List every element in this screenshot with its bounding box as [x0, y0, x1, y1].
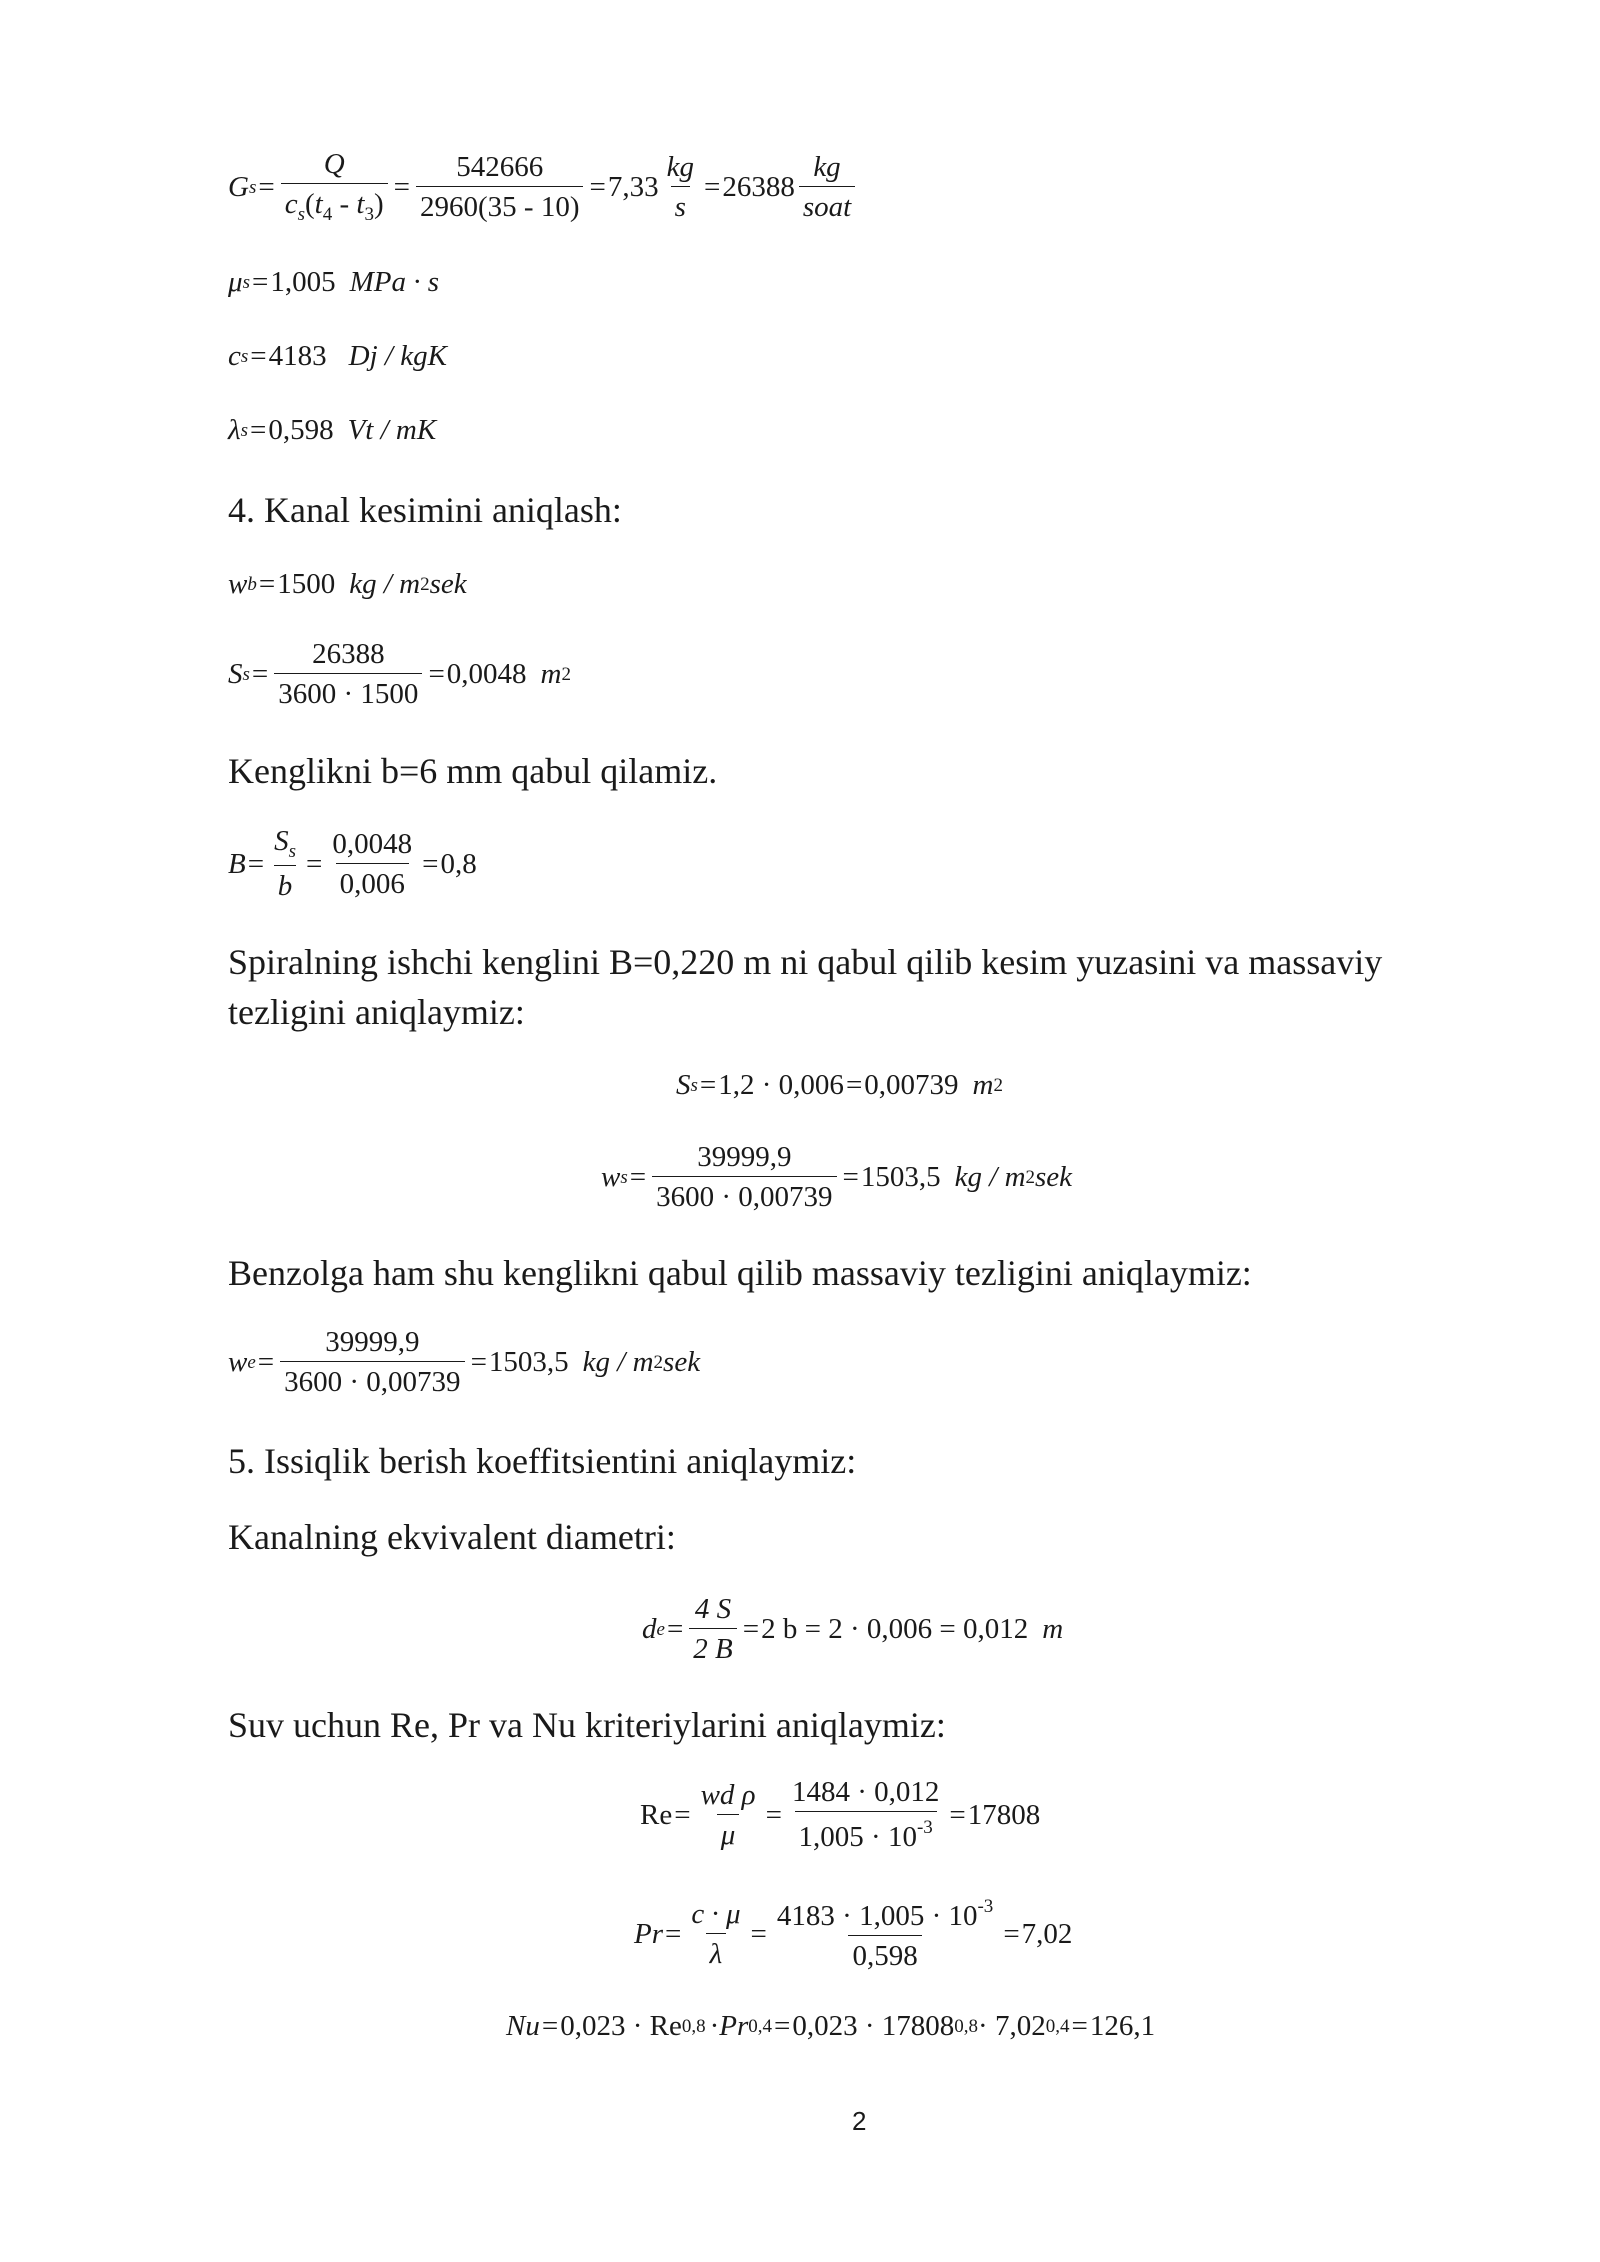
formula-mu: μ s = 1,005 MPa · s	[228, 266, 439, 298]
formula-pr: Pr = $\frac{c \cdot \mu}{\lambda}$ = $\frac{4183 \cdot 1,005 \cdot 10^{-3}}{0,598}$ = 7,02	[634, 1896, 1073, 1972]
paragraph-kanal: Kanalning ekvivalent diametri:	[228, 1517, 676, 1557]
gs-value-2: 26388	[722, 170, 795, 203]
formula-ws: w s = $\frac{39999,9}{3600 \cdot 0,00739}$ = 1503,5 kg / m 2 sek	[601, 1141, 1073, 1213]
formula-wb: w b = 1500 kg / m 2 sek	[228, 568, 467, 600]
formula-b: B = $\frac{S_s}{b}$ = $\frac{0,0048}{0,006}$ = 0,8	[228, 825, 477, 902]
section-heading-5: 5. Issiqlik berish koeffitsientini aniqlaymiz:	[228, 1441, 857, 1481]
section-heading-4: 4. Kanal kesimini aniqlash:	[228, 490, 622, 530]
gs-fraction-2: $\frac{542666}{2960(35 - 10)}$	[416, 153, 583, 222]
formula-de: d e = $\frac{4 S}{2 B}$ = 2 b = 2 · 0,006 = 0,012 m	[642, 1593, 1064, 1665]
gs-fraction-1: $\frac{Q}{c_s(t_4 - t_3)}$	[281, 150, 388, 224]
page-number: 2	[852, 2106, 867, 2136]
formula-gs: G s = $\frac{Q}{c_s(t_4 - t_3)}$ = $\frac{542666}{2960(35 - 10)}$ = 7,33 $\frac{kg}{s}$ = 26388 $\frac{kg}{\text{soat}}$	[228, 150, 859, 224]
formula-ss-2: S s = 1,2 · 0,006 = 0,00739 m 2	[676, 1069, 1003, 1101]
formula-we: w e = $\frac{39999,9}{3600 \cdot 0,00739}$ = 1503,5 kg / m 2 sek	[228, 1326, 701, 1398]
formula-nu: Nu = 0,023 · Re 0,8 · Pr 0,4 = 0,023 · 17808 0,8 · 7,02 0,4 = 126,1	[506, 2010, 1156, 2042]
formula-cs: c s = 4183 Dj / kgK	[228, 340, 447, 372]
formula-ss-1: S s = $\frac{26388}{3600 \cdot 1500}$ = 0,0048 m 2	[228, 638, 571, 710]
formula-lambda: λ s = 0,598 Vt / mK	[228, 414, 437, 446]
paragraph-spiral-line-2: tezligini aniqlaymiz:	[228, 992, 525, 1032]
gs-unit-2: $\frac{kg}{\text{soat}}$	[799, 153, 855, 222]
formula-re: Re = $\frac{\text{wd ρ}}{\mu}$ = $\frac{1484 \cdot 0,012}{1,005 \cdot 10^{-3}}$ = 17808	[640, 1776, 1041, 1853]
paragraph-benzol: Benzolga ham shu kenglikni qabul qilib massaviy tezligini aniqlaymiz:	[228, 1253, 1252, 1293]
paragraph-kenglik: Kenglikni b=6 mm qabul qilamiz.	[228, 751, 718, 791]
gs-symbol: G	[228, 170, 249, 203]
paragraph-spiral-line-1: Spiralning ishchi kenglini B=0,220 m ni qabul qilib kesim yuzasini va massaviy	[228, 942, 1383, 982]
gs-unit-1: $\frac{kg}{s}$	[666, 150, 694, 223]
gs-value-1: 7,33	[607, 170, 659, 203]
paragraph-suv: Suv uchun Re, Pr va Nu kriteriylarini aniqlaymiz:	[228, 1705, 946, 1745]
